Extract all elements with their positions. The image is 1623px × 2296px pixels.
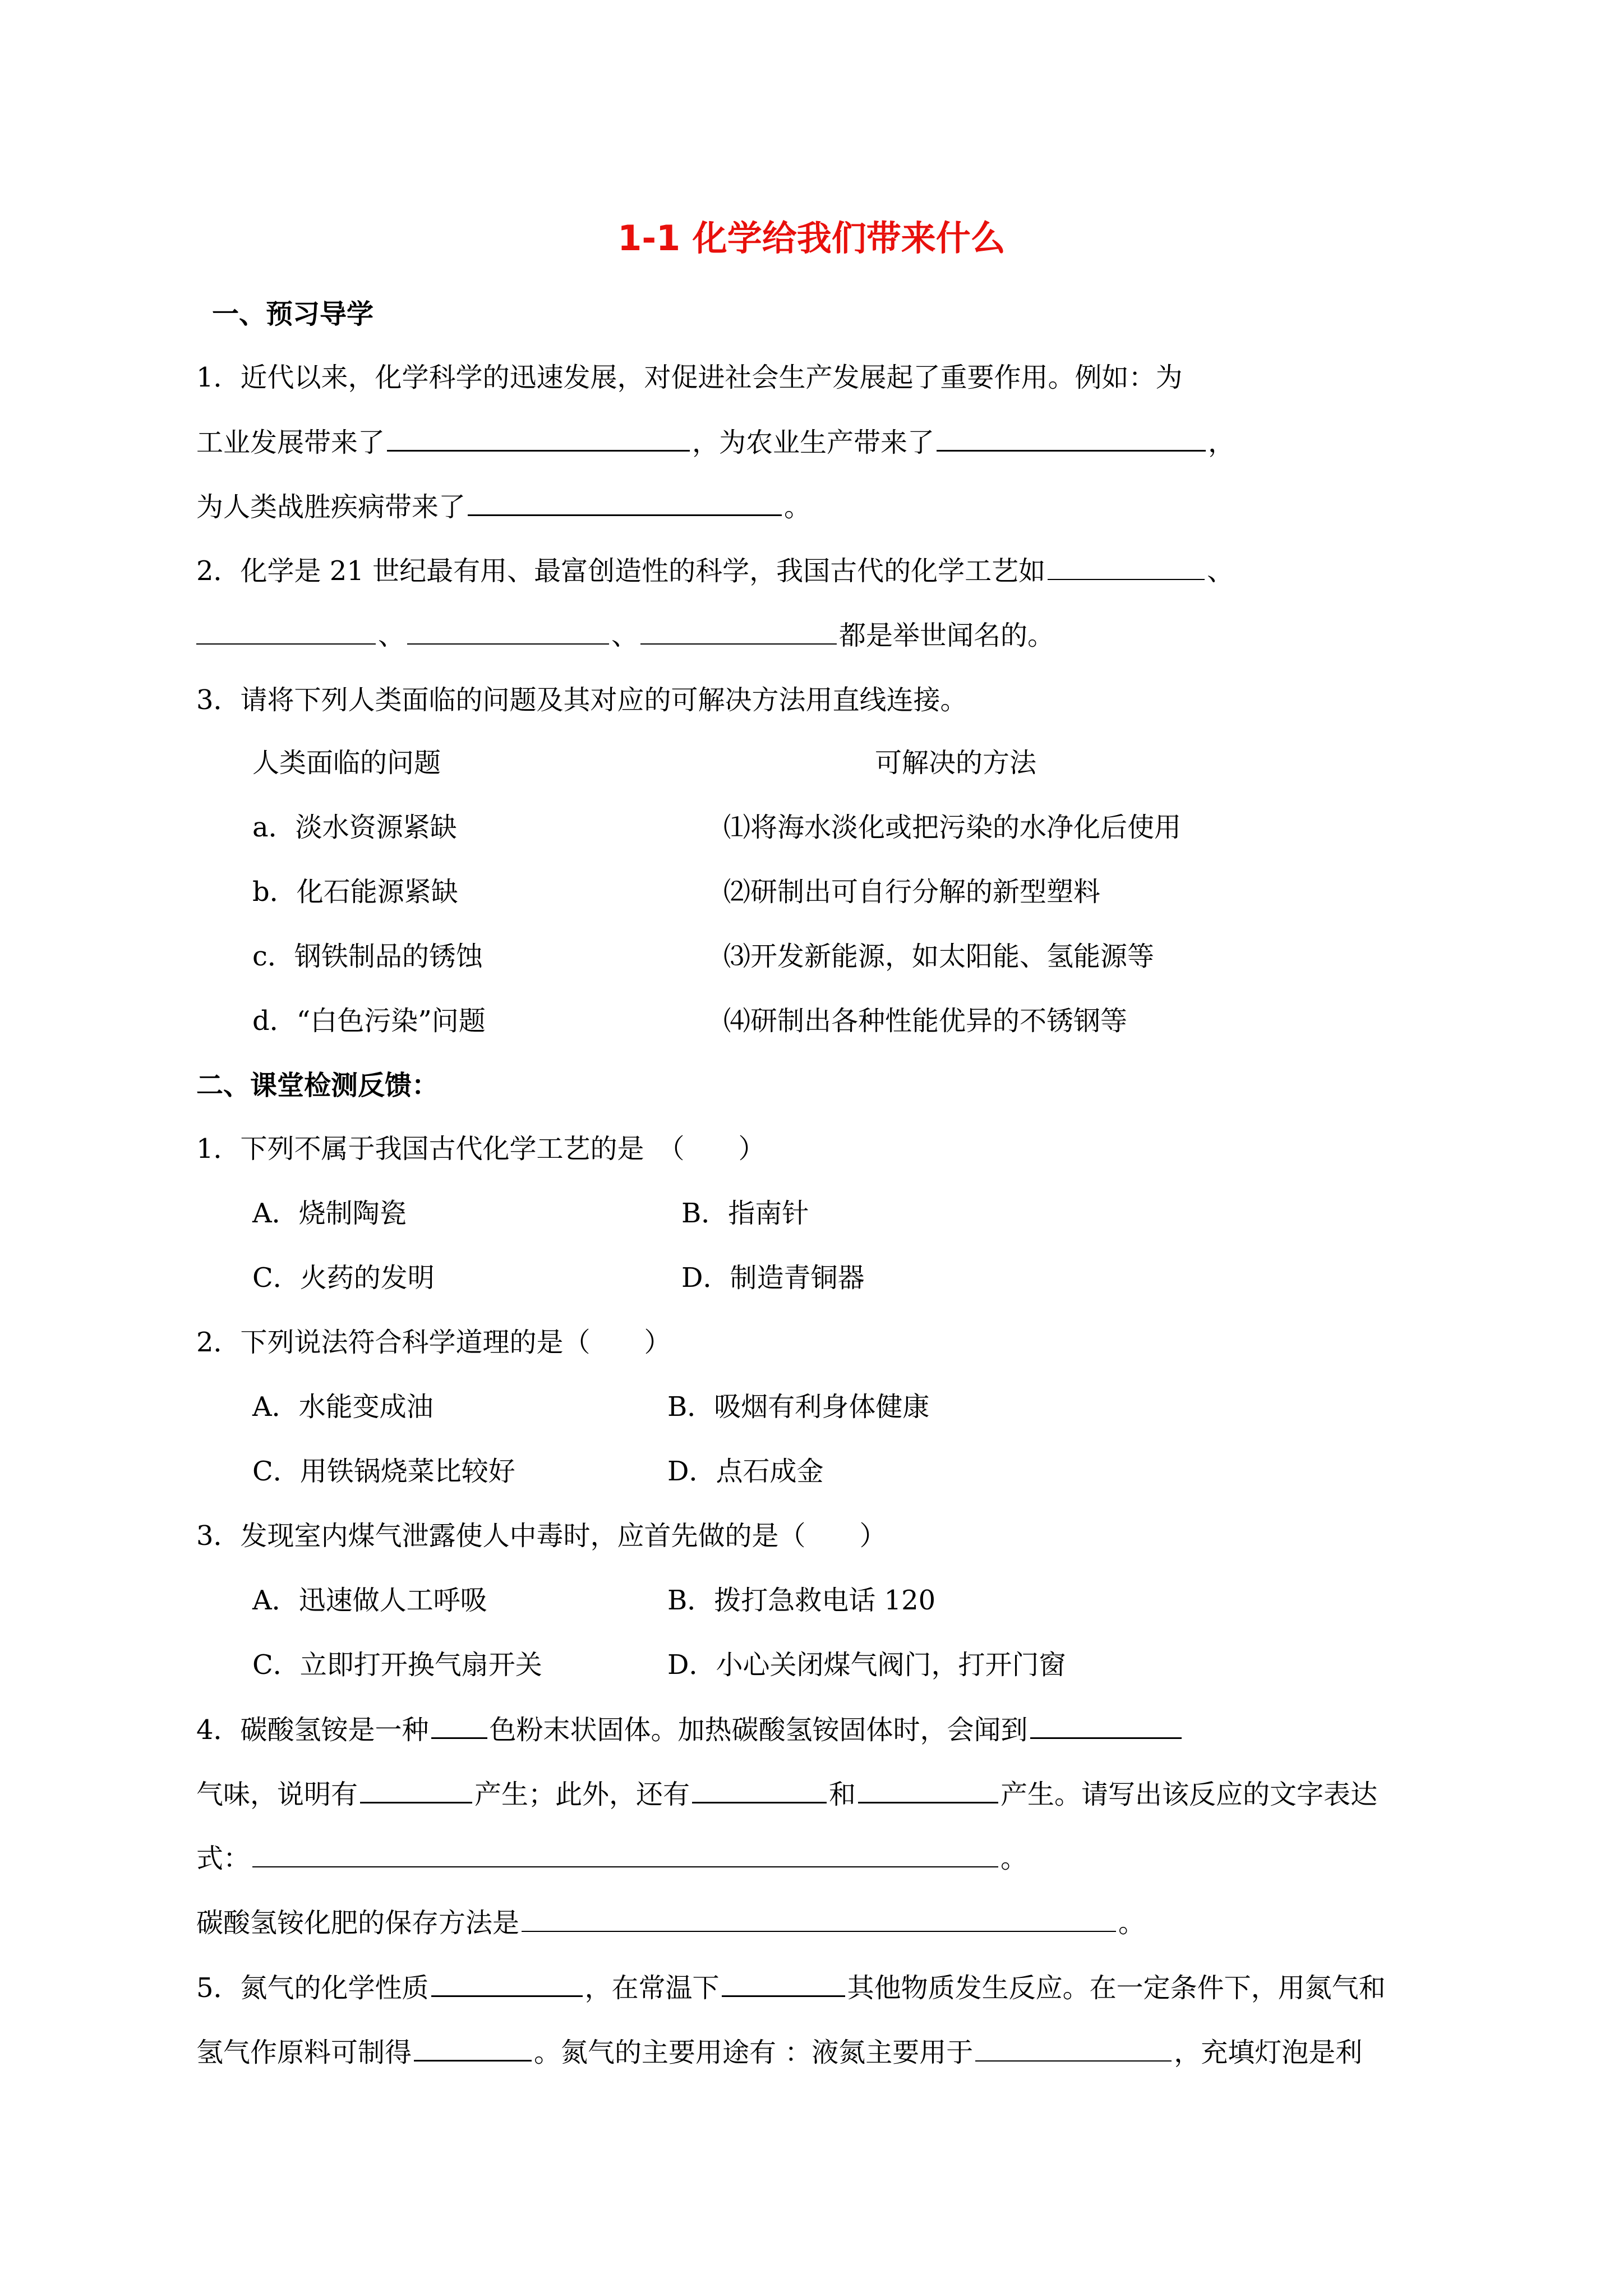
mc3-option-c[interactable]: C．立即打开换气扇开关 [252, 1649, 542, 1681]
q3-solution: ⑵研制出可自行分解的新型塑料 [723, 876, 1101, 908]
section-heading-feedback: 二、课堂检测反馈： [196, 1070, 439, 1101]
answer-blank[interactable] [722, 1971, 845, 1997]
q4-line3: 式： 。 [196, 1843, 1028, 1874]
q3-problem: d．“白色污染”问题 [252, 1005, 486, 1037]
q3-problem: a．淡水资源紧缺 [252, 812, 457, 843]
page-title: 1-1 化学给我们带来什么 [617, 218, 1006, 259]
answer-blank[interactable] [692, 1777, 827, 1803]
mc2-option-c[interactable]: C．用铁锅烧菜比较好 [252, 1456, 515, 1487]
answer-blank[interactable] [1030, 1713, 1182, 1739]
q1-line1: 1．近代以来，化学科学的迅速发展，对促进社会生产发展起了重要作用。例如：为 [196, 362, 1183, 393]
q4-line2: 气味，说明有 产生；此外，还有 和 产生。请写出该反应的文字表达 [196, 1777, 1377, 1811]
answer-blank[interactable] [858, 1777, 998, 1803]
answer-blank[interactable] [387, 425, 690, 452]
answer-blank[interactable] [252, 1842, 998, 1867]
answer-blank[interactable] [196, 619, 376, 645]
section-heading-preview: 一、预习导学 [212, 298, 374, 330]
q3-left-header: 人类面临的问题 [252, 747, 441, 779]
q3-problem: b．化石能源紧缺 [252, 876, 458, 908]
answer-blank[interactable] [522, 1906, 1116, 1932]
q2-line2: 、 、 都是举世闻名的。 [196, 619, 1054, 652]
mc1-stem: 1．下列不属于我国古代化学工艺的是 （ ） [196, 1133, 766, 1165]
mc3-option-a[interactable]: A．迅速做人工呼吸 [252, 1585, 487, 1616]
mc3-stem: 3．发现室内煤气泄露使人中毒时，应首先做的是（ ） [196, 1520, 887, 1552]
answer-blank[interactable] [1048, 554, 1205, 580]
mc2-option-a[interactable]: A．水能变成油 [252, 1391, 434, 1423]
mc2-option-d[interactable]: D．点石成金 [667, 1456, 824, 1487]
q1-line3: 为人类战胜疾病带来了 。 [196, 490, 811, 523]
q3-solution: ⑷研制出各种性能优异的不锈钢等 [723, 1005, 1128, 1037]
q2-line1: 2．化学是 21 世纪最有用、最富创造性的科学，我国古代的化学工艺如 、 [196, 555, 1234, 587]
answer-blank[interactable] [975, 2036, 1172, 2062]
q5-line1: 5．氮气的化学性质 ，在常温下 其他物质发生反应。在一定条件下，用氮气和 [196, 1971, 1386, 2004]
mc3-option-b[interactable]: B．拨打急救电话 120 [667, 1585, 936, 1616]
q4-line4: 碳酸氢铵化肥的保存方法是 。 [196, 1907, 1146, 1939]
q5-line2: 氢气作原料可制得 。氮气的主要用途有 ：液氮主要用于 ，充填灯泡是利 [196, 2035, 1362, 2069]
answer-blank[interactable] [640, 619, 837, 645]
answer-blank[interactable] [431, 1971, 583, 1997]
mc2-option-b[interactable]: B．吸烟有利身体健康 [667, 1391, 930, 1423]
q4-line1: 4．碳酸氢铵是一种 色粉末状固体。加热碳酸氢铵固体时，会闻到 [196, 1713, 1184, 1746]
mc2-stem: 2．下列说法符合科学道理的是（ ） [196, 1327, 671, 1358]
q1-line2: 工业发展带来了 ，为农业生产带来了 ， [196, 425, 1235, 459]
answer-blank[interactable] [414, 2035, 532, 2062]
answer-blank[interactable] [407, 619, 609, 645]
answer-blank[interactable] [431, 1713, 487, 1739]
answer-blank[interactable] [360, 1777, 472, 1803]
mc1-option-a[interactable]: A．烧制陶瓷 [252, 1198, 407, 1229]
q3-problem: c．钢铁制品的锈蚀 [252, 941, 483, 972]
q3-solution: ⑶开发新能源，如太阳能、氢能源等 [723, 941, 1155, 972]
answer-blank[interactable] [937, 425, 1206, 452]
answer-blank[interactable] [468, 490, 782, 516]
q3-stem: 3．请将下列人类面临的问题及其对应的可解决方法用直线连接。 [196, 684, 967, 716]
mc1-option-c[interactable]: C．火药的发明 [252, 1262, 435, 1294]
mc1-option-d[interactable]: D．制造青铜器 [681, 1262, 865, 1294]
mc1-option-b[interactable]: B．指南针 [681, 1198, 809, 1229]
q3-right-header: 可解决的方法 [875, 747, 1037, 779]
mc3-option-d[interactable]: D．小心关闭煤气阀门，打开门窗 [667, 1649, 1066, 1681]
q3-solution: ⑴将海水淡化或把污染的水净化后使用 [723, 812, 1182, 843]
